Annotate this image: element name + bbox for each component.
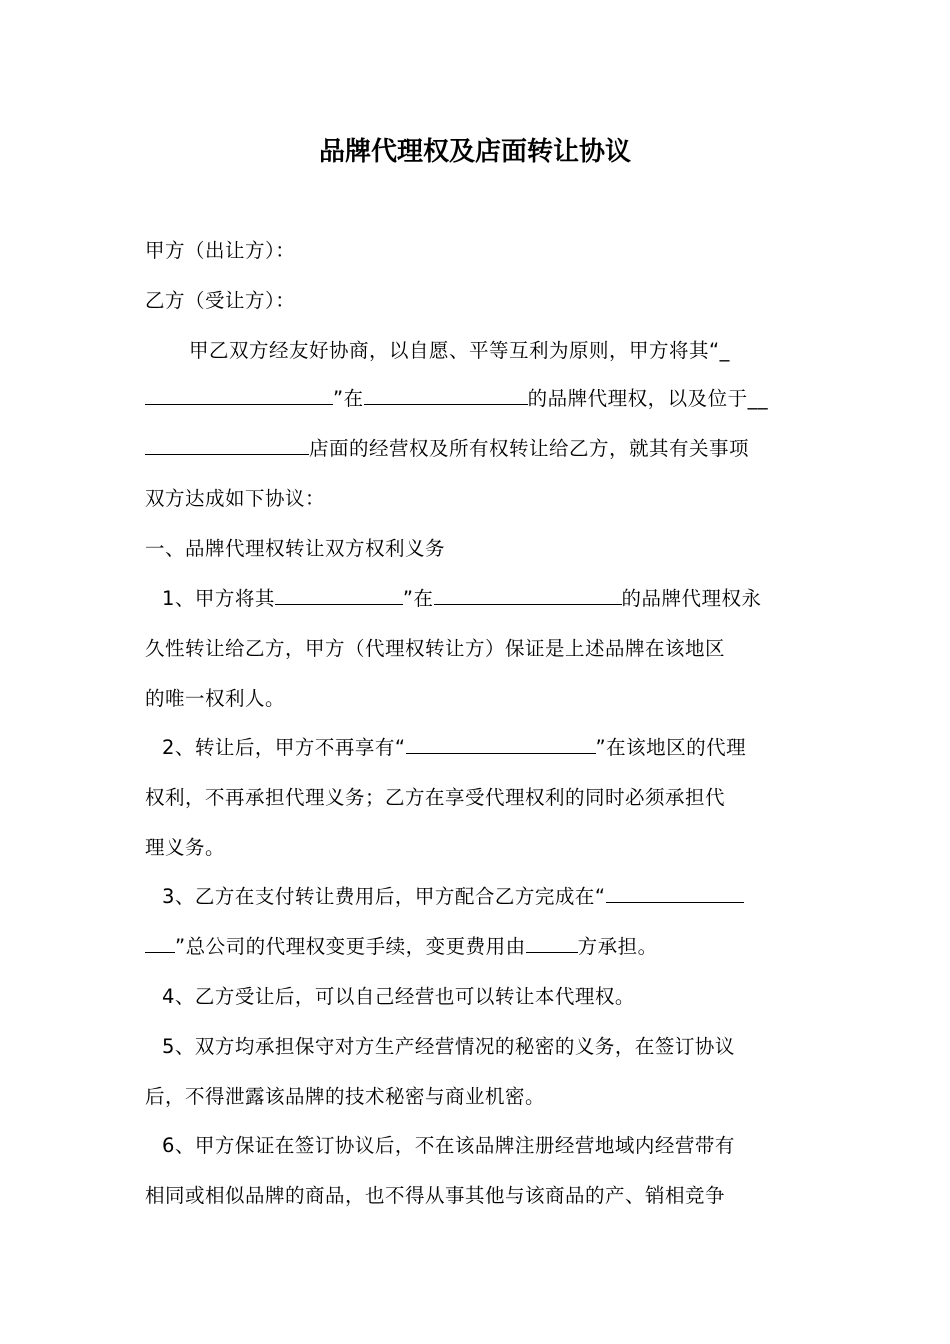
section-1-heading: 一、品牌代理权转让双方权利义务 — [145, 537, 446, 560]
intro-line-1: 甲乙双方经友好协商，以自愿、平等互利为原则，甲方将其“_ — [189, 339, 730, 362]
clause-1-text-a: 1、甲方将其 — [162, 587, 275, 610]
blank-underline — [526, 932, 578, 953]
clause-2-line-2: 权利，不再承担代理义务；乙方在享受代理权利的同时必须承担代 — [145, 786, 726, 809]
intro-line-2-text-a: ”在 — [333, 387, 364, 410]
clause-4-line-1: 4、乙方受让后，可以自己经营也可以转让本代理权。 — [162, 985, 635, 1008]
clause-1-line-1 — [162, 584, 762, 614]
clause-1-line-2: 久性转让给乙方，甲方（代理权转让方）保证是上述品牌在该地区 — [145, 637, 726, 660]
clause-3-line-1 — [162, 882, 744, 912]
blank-underline — [145, 384, 333, 405]
clause-5-line-1: 5、双方均承担保守对方生产经营情况的秘密的义务，在签订协议 — [162, 1035, 735, 1058]
intro-line-4: 双方达成如下协议： — [145, 487, 326, 510]
intro-line-3-text: 店面的经营权及所有权转让给乙方，就其有关事项 — [309, 437, 750, 460]
intro-line-2-text-b: 的品牌代理权，以及位于__ — [527, 387, 769, 410]
clause-6-line-1: 6、甲方保证在签订协议后，不在该品牌注册经营地域内经营带有 — [162, 1134, 735, 1157]
clause-1-text-b: ”在 — [402, 587, 434, 610]
clause-3-line-2 — [145, 932, 658, 962]
blank-underline — [406, 733, 596, 754]
party-b-line: 乙方（受让方）： — [145, 289, 296, 312]
party-a-line: 甲方（出让方）： — [145, 239, 296, 262]
clause-2-text-b: ”在该地区的代理 — [595, 736, 747, 759]
clause-2-text-a: 2、转让后，甲方不再享有“ — [162, 736, 406, 759]
blank-underline — [434, 584, 622, 605]
clause-6-line-2: 相同或相似品牌的商品，也不得从事其他与该商品的产、销相竞争 — [145, 1184, 726, 1207]
blank-underline — [145, 932, 175, 953]
clause-1-line-3: 的唯一权利人。 — [145, 687, 286, 710]
clause-5-line-2: 后，不得泄露该品牌的技术秘密与商业机密。 — [145, 1085, 546, 1108]
blank-underline — [364, 384, 528, 405]
document-title: 品牌代理权及店面转让协议 — [318, 137, 631, 167]
clause-3-text-b: ”总公司的代理权变更手续，变更费用由 — [175, 935, 526, 958]
clause-2-line-3: 理义务。 — [145, 836, 226, 859]
blank-underline — [145, 434, 309, 455]
blank-underline — [606, 882, 744, 903]
clause-2-line-1 — [162, 733, 746, 763]
clause-3-text-c: 方承担。 — [577, 935, 658, 958]
intro-line-2 — [145, 384, 768, 414]
blank-underline — [275, 584, 403, 605]
clause-1-text-c: 的品牌代理权永 — [621, 587, 762, 610]
intro-line-3 — [145, 434, 749, 464]
clause-3-text-a: 3、乙方在支付转让费用后，甲方配合乙方完成在“ — [162, 885, 606, 908]
